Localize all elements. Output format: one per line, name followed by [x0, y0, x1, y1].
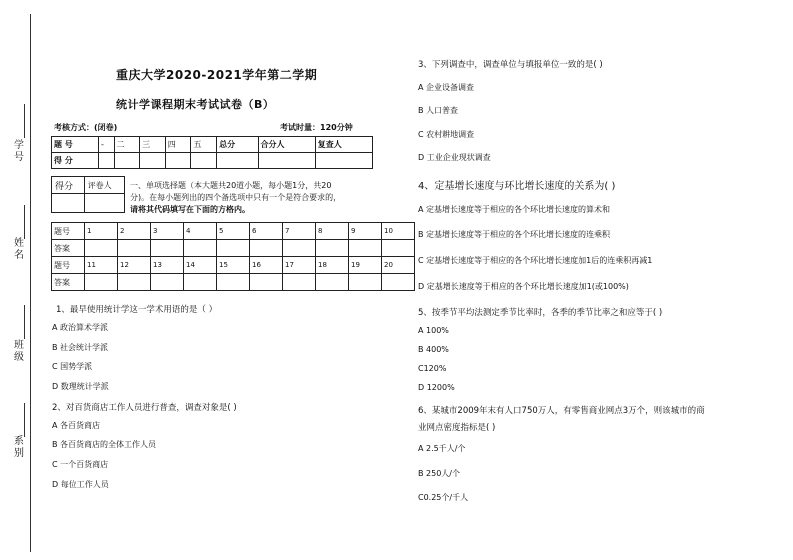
question-5-option-b: B 400% [418, 345, 449, 354]
score-cell: 四 [165, 137, 191, 153]
binding-tick [24, 104, 26, 138]
binding-tick [24, 205, 26, 239]
score-input-cell[interactable] [217, 153, 258, 169]
grid-number: 3 [151, 223, 184, 240]
question-3-stem: 3、下列调查中，调查单位与填报单位一致的是( ) [418, 60, 603, 70]
grader-label: 评卷人 [84, 177, 124, 194]
question-5-option-c: C120% [418, 364, 447, 373]
answer-cell[interactable] [382, 274, 415, 291]
score-cell: 二 [114, 137, 140, 153]
question-5-option-d: D 1200% [418, 383, 455, 392]
grader-box [51, 176, 125, 213]
question-1-option-a: A 政治算术学派 [52, 323, 109, 332]
grid-number: 15 [217, 257, 250, 274]
question-2-option-c: C 一个百货商店 [52, 460, 109, 469]
binding-line [30, 14, 31, 552]
answer-cell[interactable] [118, 274, 151, 291]
score-cell: 三 [140, 137, 166, 153]
binding-label-student-id: 学号 [14, 140, 24, 163]
score-input-cell[interactable] [258, 153, 315, 169]
answer-cell[interactable] [382, 240, 415, 257]
question-4-option-c: C 定基增长速度等于相应的各个环比增长速度加1后的连乘积再减1 [418, 256, 653, 265]
score-cell: 合分人 [258, 137, 315, 153]
question-2-option-d: D 每位工作人员 [52, 480, 109, 489]
question-6-option-a: A 2.5千人/个 [418, 444, 466, 453]
instruction-line: 分)。在每小题列出的四个备选项中只有一个是符合要求的， [130, 193, 342, 202]
grid-number: 1 [85, 223, 118, 240]
answer-cell[interactable] [349, 274, 382, 291]
question-4-option-d: D 定基增长速度等于相应的各个环比增长速度加1(或100%) [418, 282, 629, 291]
answer-cell[interactable] [184, 240, 217, 257]
instruction-line: 请将其代码填写在下面的方格内。 [130, 205, 250, 214]
question-1-option-d: D 数理统计学派 [52, 382, 109, 391]
binding-label-class: 班级 [14, 340, 24, 363]
grid-number: 16 [250, 257, 283, 274]
grid-number: 8 [316, 223, 349, 240]
grid-number: 12 [118, 257, 151, 274]
answer-cell[interactable] [316, 240, 349, 257]
answer-cell[interactable] [349, 240, 382, 257]
score-cell: 复查人 [315, 137, 372, 153]
answer-cell[interactable] [184, 274, 217, 291]
section1-instruction [130, 180, 341, 216]
question-2-option-a: A 各百货商店 [52, 421, 101, 430]
grid-number: 11 [85, 257, 118, 274]
grid-number: 10 [382, 223, 415, 240]
question-1-option-b: B 社会统计学派 [52, 343, 109, 352]
score-cell: 题 号 [52, 137, 99, 153]
question-1-option-c: C 国势学派 [52, 362, 93, 371]
exam-time: 考试时量：120分钟 [280, 123, 353, 132]
answer-cell[interactable] [151, 274, 184, 291]
exam-subtitle: 统计学课程期末考试试卷（B） [116, 98, 275, 111]
question-6-stem-line1: 6、某城市2009年末有人口750万人，有零售商业网点3万个，则该城市的商 [418, 406, 705, 416]
score-cell: - [98, 137, 114, 153]
answer-cell[interactable] [217, 274, 250, 291]
exam-title: 重庆大学2020-2021学年第二学期 [116, 68, 318, 82]
answer-cell[interactable] [250, 240, 283, 257]
grid-row-label: 题号 [52, 223, 85, 240]
grid-number: 5 [217, 223, 250, 240]
grid-number: 18 [316, 257, 349, 274]
question-3-option-a: A 企业设备调查 [418, 83, 475, 92]
question-5-option-a: A 100% [418, 326, 449, 335]
question-2-stem: 2、对百货商店工作人员进行普查，调查对象是( ) [52, 403, 237, 413]
question-6-option-c: C0.25个/千人 [418, 493, 469, 502]
score-cell: 五 [191, 137, 217, 153]
grid-number: 6 [250, 223, 283, 240]
question-4-stem: 4、定基增长速度与环比增长速度的关系为( ) [418, 181, 616, 192]
question-5-stem: 5、按季节平均法测定季节比率时，各季的季节比率之和应等于( ) [418, 308, 663, 318]
question-1-stem: 1、最早使用统计学这一学术用语的是（ ） [56, 305, 218, 315]
score-table [51, 136, 373, 169]
grid-number: 9 [349, 223, 382, 240]
answer-grid [51, 222, 415, 291]
question-6-option-b: B 250人/个 [418, 469, 460, 478]
grid-number: 20 [382, 257, 415, 274]
question-4-option-a: A 定基增长速度等于相应的各个环比增长速度的算术和 [418, 205, 611, 214]
score-cell: 得 分 [52, 153, 99, 169]
answer-cell[interactable] [217, 240, 250, 257]
binding-tick [24, 305, 26, 339]
answer-cell[interactable] [283, 240, 316, 257]
score-input-cell[interactable] [191, 153, 217, 169]
question-3-option-d: D 工业企业现状调查 [418, 153, 491, 162]
score-input-cell[interactable] [98, 153, 114, 169]
exam-method: 考核方式：(闭卷) [54, 123, 118, 132]
question-3-option-b: B 人口普查 [418, 106, 459, 115]
grid-row-label: 答案 [52, 274, 85, 291]
answer-cell[interactable] [118, 240, 151, 257]
grid-number: 13 [151, 257, 184, 274]
score-input-cell[interactable] [114, 153, 140, 169]
question-6-stem-line2: 业网点密度指标是( ) [418, 423, 496, 433]
grid-number: 14 [184, 257, 217, 274]
answer-cell[interactable] [85, 240, 118, 257]
grader-name-input[interactable] [84, 194, 124, 213]
grid-number: 7 [283, 223, 316, 240]
grid-row-label: 题号 [52, 257, 85, 274]
answer-cell[interactable] [316, 274, 349, 291]
score-input-cell[interactable] [140, 153, 166, 169]
grid-number: 2 [118, 223, 151, 240]
score-input-cell[interactable] [315, 153, 372, 169]
answer-cell[interactable] [283, 274, 316, 291]
answer-cell[interactable] [250, 274, 283, 291]
question-4-option-b: B 定基增长速度等于相应的各个环比增长速度的连乘积 [418, 230, 611, 239]
binding-tick [24, 403, 26, 437]
question-3-option-c: C 农村耕地调查 [418, 130, 475, 139]
instruction-line: 一、单项选择题（本大题共20道小题，每小题1分，共20 [130, 181, 332, 190]
score-cell: 总分 [217, 137, 258, 153]
grid-number: 4 [184, 223, 217, 240]
answer-cell[interactable] [151, 240, 184, 257]
binding-label-name: 姓名 [14, 238, 24, 261]
answer-cell[interactable] [85, 274, 118, 291]
question-2-option-b: B 各百货商店的全体工作人员 [52, 440, 157, 449]
score-input-cell[interactable] [165, 153, 191, 169]
grid-number: 17 [283, 257, 316, 274]
grader-score-label: 得分 [52, 177, 85, 194]
grid-number: 19 [349, 257, 382, 274]
grader-score-input[interactable] [52, 194, 85, 213]
grid-row-label: 答案 [52, 240, 85, 257]
binding-label-department: 系别 [14, 436, 24, 459]
